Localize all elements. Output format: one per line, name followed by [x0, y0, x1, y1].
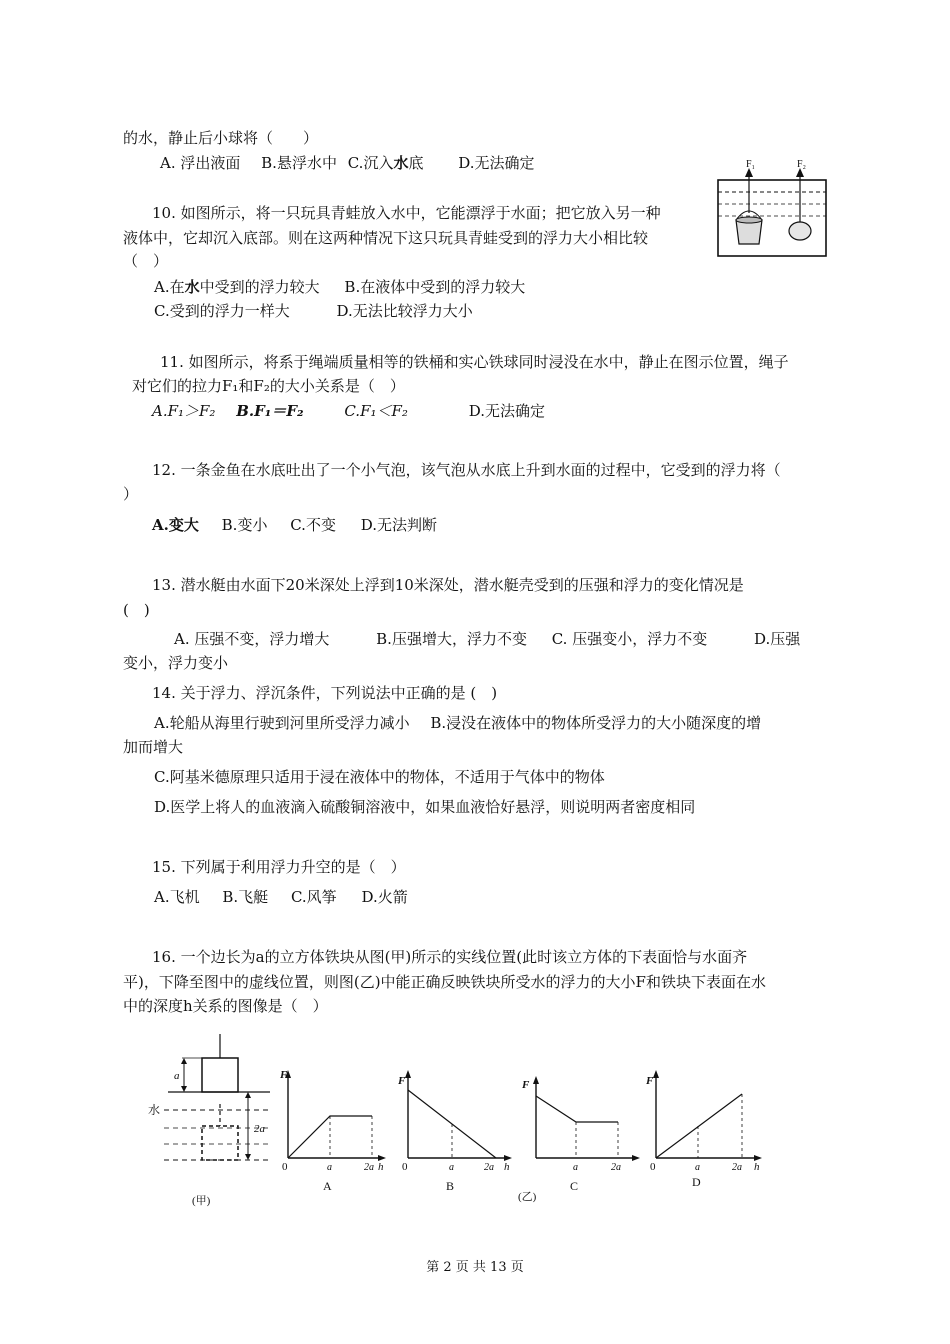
figure-jia-cube [140, 1028, 280, 1212]
q9-option-c: C.沉入水底 [347, 154, 424, 172]
q9-option-a: A. 浮出液面 [160, 154, 241, 172]
page-footer: 第 2 页 共 13 页 [426, 1260, 524, 1275]
q14-option-a: A.轮船从海里行驶到河里所受浮力减小 [154, 714, 410, 732]
graph-c-tick-a: a [573, 1162, 578, 1173]
q15-line-1: 15. 下列属于利用浮力升空的是（ ） [152, 858, 406, 876]
q9-option-b: B.悬浮水中 [261, 154, 337, 172]
q15-option-a: A.飞机 [154, 888, 200, 906]
graph-d-h-label: h [754, 1161, 760, 1173]
q12-option-b: B.变小 [221, 516, 268, 534]
f1-label: F₁ [746, 159, 756, 170]
graph-a-tick-a: a [327, 1162, 332, 1173]
q14-option-b-cont: 加而增大 [123, 738, 184, 756]
q10-line-3: （ ） [123, 252, 169, 270]
graph-d-origin: 0 [650, 1161, 656, 1173]
graph-d [646, 1066, 770, 1196]
graph-b-origin: 0 [402, 1161, 408, 1173]
q12-line-1: 12. 一条金鱼在水底吐出了一个小气泡，该气泡从水底上升到水面的过程中，它受到的浮力将（ [152, 461, 781, 479]
graph-b-h-label: h [504, 1161, 510, 1173]
q13-option-d: D.压强 [754, 630, 801, 648]
q10-line-2: 液体中，它却沉入底部。则在这两种情况下这只玩具青蛙受到的浮力大小相比较 [123, 229, 649, 247]
q13-option-a: A. 压强不变，浮力增大 [174, 630, 330, 648]
graph-d-tick-2a: 2a [732, 1162, 742, 1173]
graph-b [398, 1066, 518, 1196]
q13-line-2: ( ) [123, 601, 150, 619]
q15-option-b: B.飞艇 [222, 888, 269, 906]
q13-options [174, 629, 800, 649]
graph-b-tick-2a: 2a [484, 1162, 494, 1173]
water-label: 水 [148, 1103, 161, 1117]
q15-option-d: D.火箭 [361, 888, 408, 906]
q13-option-c: C. 压强变小，浮力不变 [551, 630, 708, 648]
graph-a-h-label: h [378, 1161, 384, 1173]
q9-stem: 的水，静止后小球将（ ） [123, 129, 319, 147]
q11-line-1: 11. 如图所示，将系于绳端质量相等的铁桶和实心铁球同时浸没在水中，静止在图示位置，绳子 [160, 353, 789, 371]
graph-b-tick-a: a [449, 1162, 454, 1173]
q11-line-2: 对它们的拉力F₁和F₂的大小关系是（ ） [132, 377, 405, 395]
q10-option-b: B.在液体中受到的浮力较大 [344, 278, 526, 296]
q9-option-d: D.无法确定 [458, 154, 535, 172]
q16-line-1: 16. 一个边长为a的立方体铁块从图(甲)所示的实线位置(此时该立方体的下表面恰与水面齐 [152, 948, 748, 966]
graph-c-f-label: F [522, 1079, 530, 1091]
bucket-ball-figure [712, 158, 832, 260]
graph-a-caption: A [323, 1179, 332, 1193]
q13-line-1: 13. 潜水艇由水面下20米深处上浮到10米深处，潜水艇壳受到的压强和浮力的变化情况是 [152, 576, 744, 594]
q16-line-3: 中的深度h关系的图像是（ ） [123, 997, 328, 1015]
q14-options-row-1 [154, 713, 761, 733]
q15-option-c: C.风筝 [290, 888, 337, 906]
q11-option-d: D.无法确定 [468, 402, 545, 420]
q10-option-d: D.无法比较浮力大小 [336, 302, 473, 320]
q9-options [160, 153, 535, 173]
cube-side-label: a [174, 1070, 180, 1082]
q12-option-d: D.无法判断 [360, 516, 437, 534]
q11-option-b: B.F₁＝F₂ [236, 402, 304, 420]
q10-option-a: A.在水中受到的浮力较大 [154, 278, 320, 296]
graph-a [278, 1066, 390, 1196]
q14-option-c: C.阿基米德原理只适用于浸在液体中的物体，不适用于气体中的物体 [154, 768, 605, 786]
q15-options [154, 887, 408, 907]
graph-a-origin: 0 [282, 1161, 288, 1173]
q10-line-1: 10. 如图所示，将一只玩具青蛙放入水中，它能漂浮于水面；把它放入另一种 [152, 204, 661, 222]
q12-line-2: ） [123, 485, 139, 503]
graph-d-caption: D [692, 1175, 701, 1189]
graph-c-caption: C [570, 1179, 579, 1193]
graph-a-f-label: F [280, 1069, 288, 1081]
q12-option-c: C.不变 [290, 516, 336, 534]
q10-options-row-2 [154, 301, 473, 321]
graph-b-caption: B [446, 1179, 455, 1193]
q11-options [152, 401, 545, 421]
q14-option-d: D.医学上将人的血液滴入硫酸铜溶液中，如果血液恰好悬浮，则说明两者密度相同 [154, 798, 696, 816]
q12-options [152, 515, 437, 535]
q10-options-row-1 [154, 277, 525, 297]
q14-option-b: B.浸没在液体中的物体所受浮力的大小随深度的增 [430, 714, 762, 732]
q12-option-a: A.变大 [152, 516, 199, 534]
graph-a-tick-2a: 2a [364, 1162, 374, 1173]
q13-option-d-cont: 变小，浮力变小 [123, 654, 229, 672]
graph-b-f-label: F [398, 1075, 406, 1087]
graph-d-f-label: F [646, 1075, 654, 1087]
q14-line-1: 14. 关于浮力、浮沉条件，下列说法中正确的是 ( ) [152, 684, 498, 702]
figure-yi-label: (乙) [518, 1191, 537, 1203]
graph-c-tick-2a: 2a [611, 1162, 621, 1173]
f2-label: F₂ [797, 159, 807, 170]
depth-2a-label: 2a [254, 1123, 265, 1135]
q16-line-2: 平)，下降至图中的虚线位置，则图(乙)中能正确反映铁块所受水的浮力的大小F和铁块下表面在水 [123, 973, 766, 991]
q11-option-a: A.F₁＞F₂ [152, 402, 216, 420]
q11-option-c: C.F₁＜F₂ [344, 402, 408, 420]
q13-option-b: B.压强增大，浮力不变 [376, 630, 527, 648]
graph-d-tick-a: a [695, 1162, 700, 1173]
figure-jia-label: (甲) [192, 1195, 211, 1207]
q10-option-c: C.受到的浮力一样大 [154, 302, 290, 320]
graph-c [518, 1066, 648, 1206]
